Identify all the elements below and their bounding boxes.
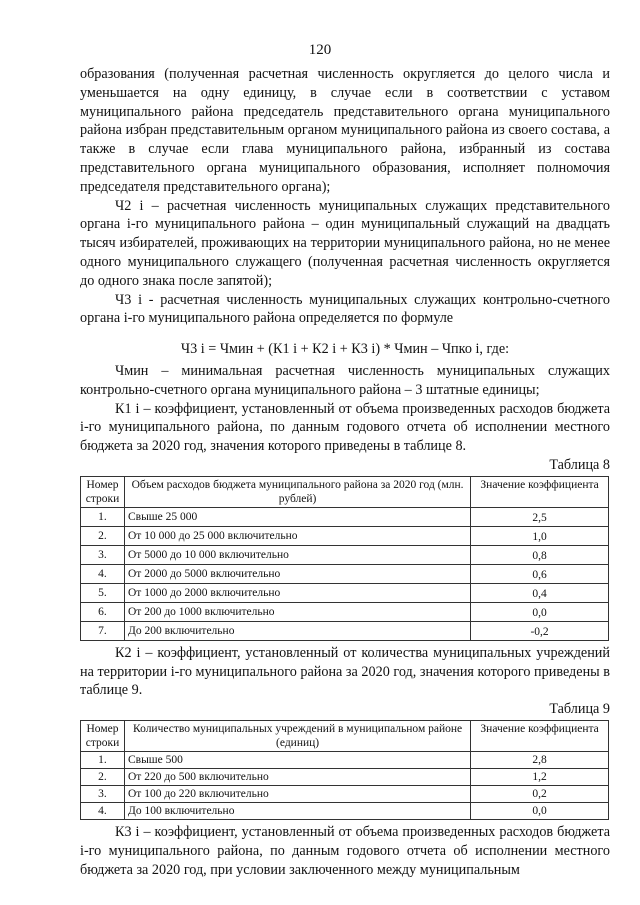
table-row	[81, 768, 609, 785]
row-description: До 200 включительно	[124, 621, 470, 640]
table9-header-desc: Количество муниципальных учреждений в муниципальном районе (единиц)	[124, 720, 470, 751]
row-value: 0,6	[471, 564, 609, 583]
table9-header-value: Значение коэффициента	[471, 720, 609, 751]
table8-header-value: Значение коэффициента	[471, 476, 609, 507]
row-description: От 100 до 220 включительно	[124, 785, 470, 802]
row-value: -0,2	[471, 621, 609, 640]
row-value: 2,5	[471, 507, 609, 526]
table-row	[81, 564, 609, 583]
row-description: От 5000 до 10 000 включительно	[124, 545, 470, 564]
table8-caption: Таблица 8	[549, 456, 610, 473]
formula: Ч3 i = Чмин + (К1 i + К2 i + К3 i) * Чмин – Чпко i, где:	[180, 341, 510, 358]
row-description: От 1000 до 2000 включительно	[124, 583, 470, 602]
body-text	[80, 65, 610, 879]
row-value: 0,8	[471, 545, 609, 564]
row-number: 6.	[81, 602, 125, 621]
paragraph-4: Чмин – минимальная расчетная численность муниципальных служащих контрольно-счетного органа муниципального района – 3 штатные единицы;	[80, 362, 610, 398]
row-number: 4.	[81, 564, 125, 583]
table8-header-desc: Объем расходов бюджета муниципального района за 2020 год (млн. рублей)	[124, 476, 470, 507]
table-row	[81, 785, 609, 802]
table-9	[80, 720, 609, 820]
paragraph-3: Ч3 i - расчетная численность муниципальных служащих контрольно-счетного органа i-го муниципального района определяется по формуле	[80, 291, 610, 327]
row-description: От 220 до 500 включительно	[124, 768, 470, 785]
table-row	[81, 507, 609, 526]
paragraph-1: образования (полученная расчетная численность округляется до целого числа и уменьшается на одну единицу, в случае если в соответствии с уставом муниципального района председатель представительного органа муниципального района избран представительным органом муниципального района из своего состава, а также в случае если глава муниципального района, избранный из состава представительного органа муниципального образования, исполняет полномочия председателя представительного органа);	[80, 66, 610, 195]
row-number: 4.	[81, 802, 125, 819]
row-value: 0,2	[471, 785, 609, 802]
table-row	[81, 621, 609, 640]
row-number: 1.	[81, 507, 125, 526]
row-description: Свыше 25 000	[124, 507, 470, 526]
paragraph-7: К3 i – коэффициент, установленный от объема произведенных расходов бюджета i-го муниципального района, по данным годового отчета об исполнении местного бюджета за 2020 год, при условии заключенного между муниципальным	[80, 823, 610, 878]
row-number: 2.	[81, 526, 125, 545]
row-value: 0,4	[471, 583, 609, 602]
row-number: 3.	[81, 785, 125, 802]
row-number: 7.	[81, 621, 125, 640]
table-row	[81, 751, 609, 768]
table8-header-num: Номер строки	[81, 476, 125, 507]
row-value: 1,2	[471, 768, 609, 785]
table-row	[81, 583, 609, 602]
table9-header-num: Номер строки	[81, 720, 125, 751]
table-row	[81, 602, 609, 621]
table8-header-row	[81, 476, 609, 507]
row-number: 3.	[81, 545, 125, 564]
table-8	[80, 476, 609, 641]
row-value: 0,0	[471, 602, 609, 621]
table-row	[81, 526, 609, 545]
table9-header-row	[81, 720, 609, 751]
paragraph-2: Ч2 i – расчетная численность муниципальных служащих представительного органа i-го муниципального района – один муниципальный служащий на двадцать тысяч избирателей, проживающих на территории муниципального района, но не менее одного муниципального служащего (полученная расчетная численность округляется до одного знака после запятой);	[80, 197, 610, 289]
table9-caption: Таблица 9	[549, 701, 610, 718]
row-number: 5.	[81, 583, 125, 602]
table-row	[81, 545, 609, 564]
row-value: 1,0	[471, 526, 609, 545]
table-row	[81, 802, 609, 819]
row-description: Свыше 500	[124, 751, 470, 768]
paragraph-6: К2 i – коэффициент, установленный от количества муниципальных учреждений на территории i-го муниципального района за 2020 год, значения которого приведены в таблице 9.	[80, 644, 610, 699]
row-description: До 100 включительно	[124, 802, 470, 819]
row-value: 2,8	[471, 751, 609, 768]
row-number: 2.	[81, 768, 125, 785]
row-description: От 200 до 1000 включительно	[124, 602, 470, 621]
page-number: 120	[308, 42, 332, 58]
row-value: 0,0	[471, 802, 609, 819]
row-description: От 10 000 до 25 000 включительно	[124, 526, 470, 545]
row-number: 1.	[81, 751, 125, 768]
row-description: От 2000 до 5000 включительно	[124, 564, 470, 583]
paragraph-5: К1 i – коэффициент, установленный от объема произведенных расходов бюджета i-го муниципального района, по данным годового отчета об исполнении местного бюджета за 2020 год, значения которого приведены в таблице 8.	[80, 400, 610, 455]
